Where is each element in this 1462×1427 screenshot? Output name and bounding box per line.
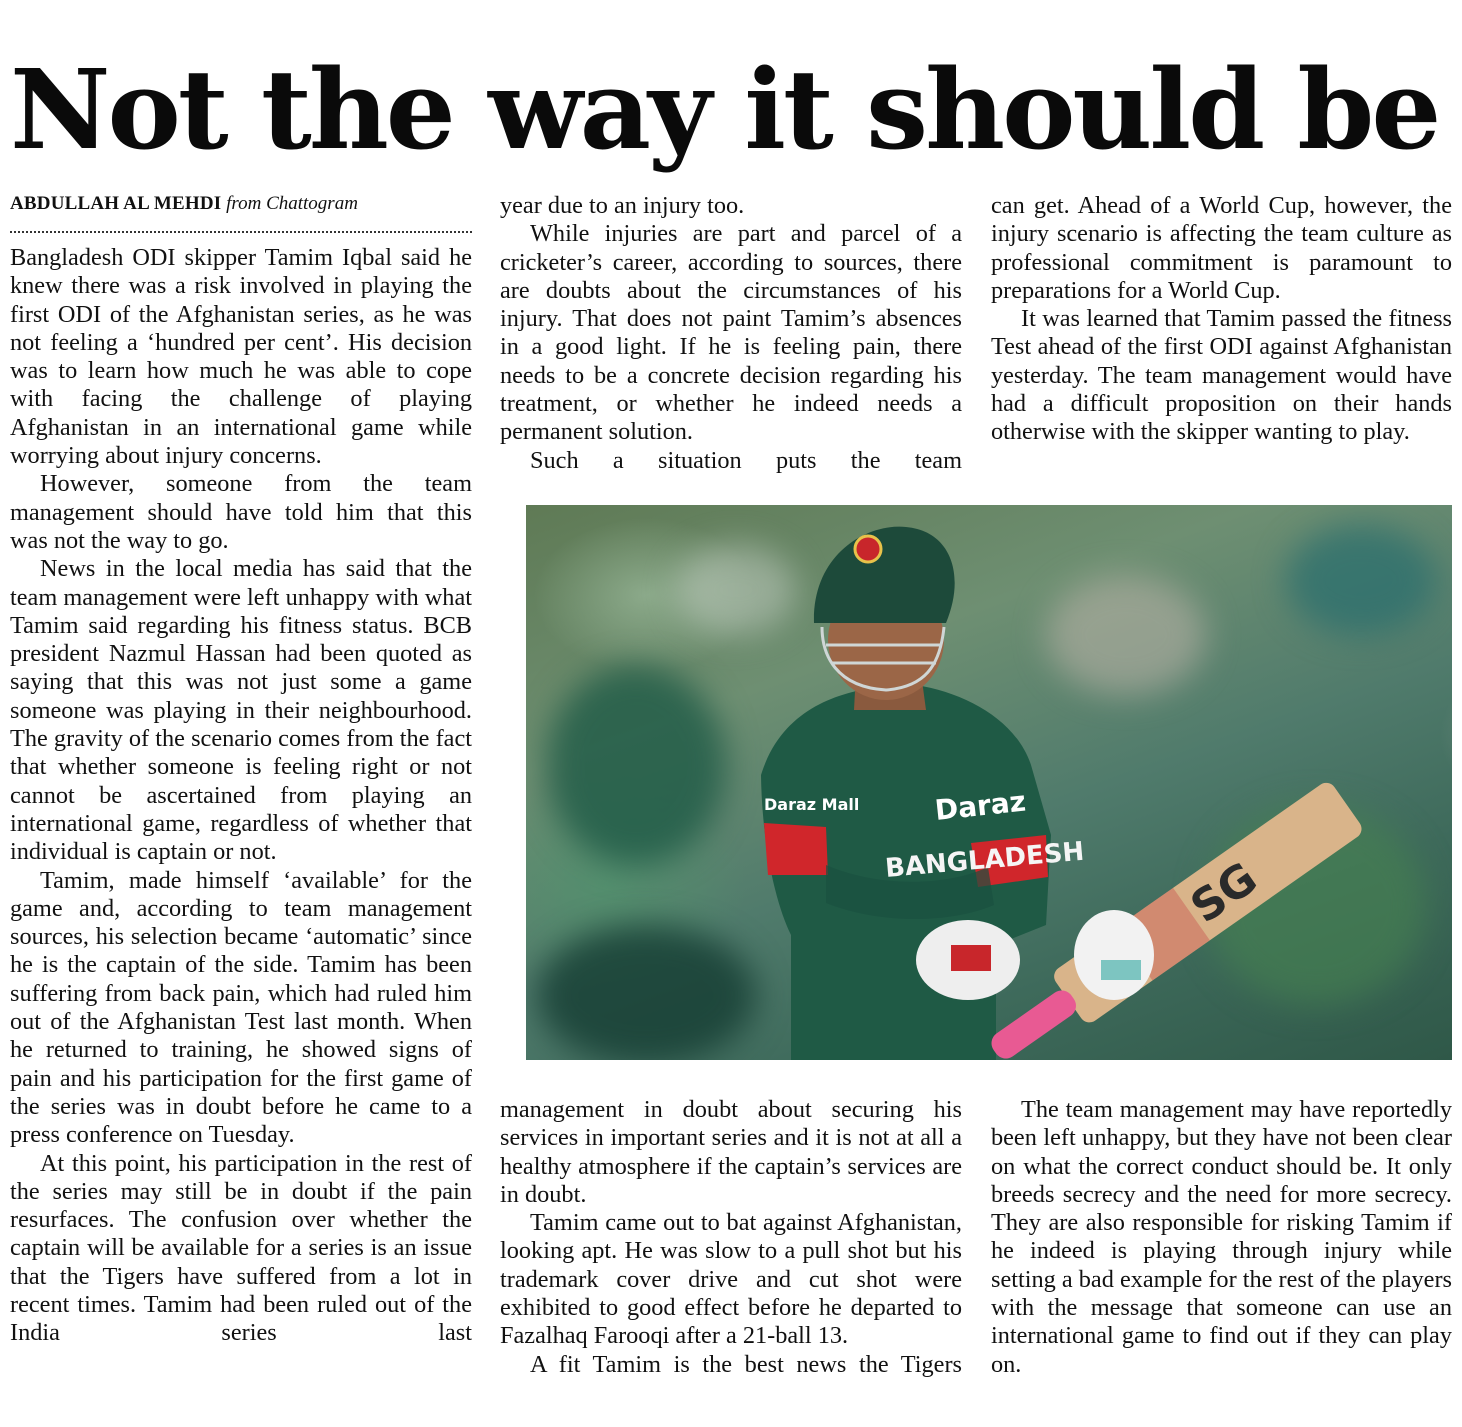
cricketer-illustration — [526, 505, 1452, 1060]
paragraph: Such a situation puts the team — [530, 446, 962, 474]
paragraph: can get. Ahead of a World Cup, however, the injury scenario is affecting the team culture as professional commitment is paramount to preparations for a World Cup. — [991, 192, 1452, 304]
sleeve-text: Daraz Mall — [764, 795, 860, 814]
paragraph: Tamim came out to bat against Afghanistan, looking apt. He was slow to a pull shot but his trademark cover drive and cut shot were exhibited to good effect before he departed to Fazalhaq Farooqi after a 21-ball 13. — [500, 1209, 962, 1350]
jersey-sponsor: Daraz — [933, 784, 1028, 827]
headline: Not the way it should be — [10, 45, 1439, 174]
byline-author: ABDULLAH AL MEHDI — [10, 193, 222, 214]
article-column-3-bottom — [991, 1096, 1452, 1379]
byline — [10, 193, 472, 233]
article-column-2-bottom — [500, 1096, 962, 1379]
paragraph: However, someone from the team management should have told him that this was not the way to go. — [10, 470, 472, 554]
paragraph: Tamim, made himself ‘available’ for the game and, according to team management sources, his selection became ‘automatic’ since he is the captain of the side. Tamim has been suffering from back pain, which had ruled him out of the Afghanistan Test last month. When he returned to training, he showed signs of pain and his participation for the first game of the series was in doubt before he came to a press conference on Tuesday. — [10, 866, 472, 1149]
paragraph: management in doubt about securing his services in important series and it is not at all a healthy atmosphere if the captain’s services are in doubt. — [500, 1096, 962, 1208]
paragraph: year due to an injury too. — [500, 192, 745, 219]
byline-location: from Chattogram — [226, 193, 358, 214]
article-column-2-top — [500, 192, 962, 475]
paragraph: A fit Tamim is the best news the Tigers — [530, 1350, 962, 1378]
paragraph: At this point, his participation in the rest of the series may still be in doubt if the pain resurfaces. The confusion over whether the captain will be available for a series is an issue that the Tigers have suffered from a lot in recent times. Tamim had been ruled out of the India series last — [10, 1149, 472, 1347]
bat-logo: SG — [1181, 852, 1267, 934]
paragraph: Bangladesh ODI skipper Tamim Iqbal said he knew there was a risk involved in playing the first ODI of the Afghanistan series, as he was not feeling a ‘hundred per cent’. His decision was to learn how much he was able to cope with facing the challenge of playing Afghanistan in an international game while worrying about injury concerns. — [10, 244, 472, 470]
paragraph: While injuries are part and parcel of a cricketer’s career, according to sources, there are doubts about the circumstances of his injury. That does not paint Tamim’s absences in a good light. If he is feeling pain, there needs to be a concrete decision regarding his treatment, or whether he indeed needs a permanent solution. — [500, 220, 962, 446]
paragraph: The team management may have reportedly been left unhappy, but they have not been clear on what the correct conduct should be. It only breeds secrecy and the need for more secrecy. They are also responsible for risking Tamim if he indeed is playing through injury while setting a bad example for the rest of the players with the message that someone can use an international game to find out if they can play on. — [991, 1096, 1452, 1378]
jersey-team: BANGLADESH — [883, 836, 1086, 884]
article-photo — [526, 505, 1452, 1060]
article-column-3-top — [991, 192, 1452, 447]
paragraph: It was learned that Tamim passed the fitness Test ahead of the first ODI against Afghanistan yesterday. The team management would have had a difficult proposition on their hands otherwise with the skipper wanting to play. — [991, 305, 1452, 446]
article-column-1 — [10, 244, 472, 1348]
paragraph: News in the local media has said that the team management were left unhappy with what Tamim said regarding his fitness status. BCB president Nazmul Hassan had been quoted as saying that this was not just some a game someone was playing in their neighbourhood. The gravity of the scenario comes from the fact that whether someone is feeling right or not cannot be ascertained from playing an international game, regardless of whether that individual is captain or not. — [10, 555, 472, 866]
